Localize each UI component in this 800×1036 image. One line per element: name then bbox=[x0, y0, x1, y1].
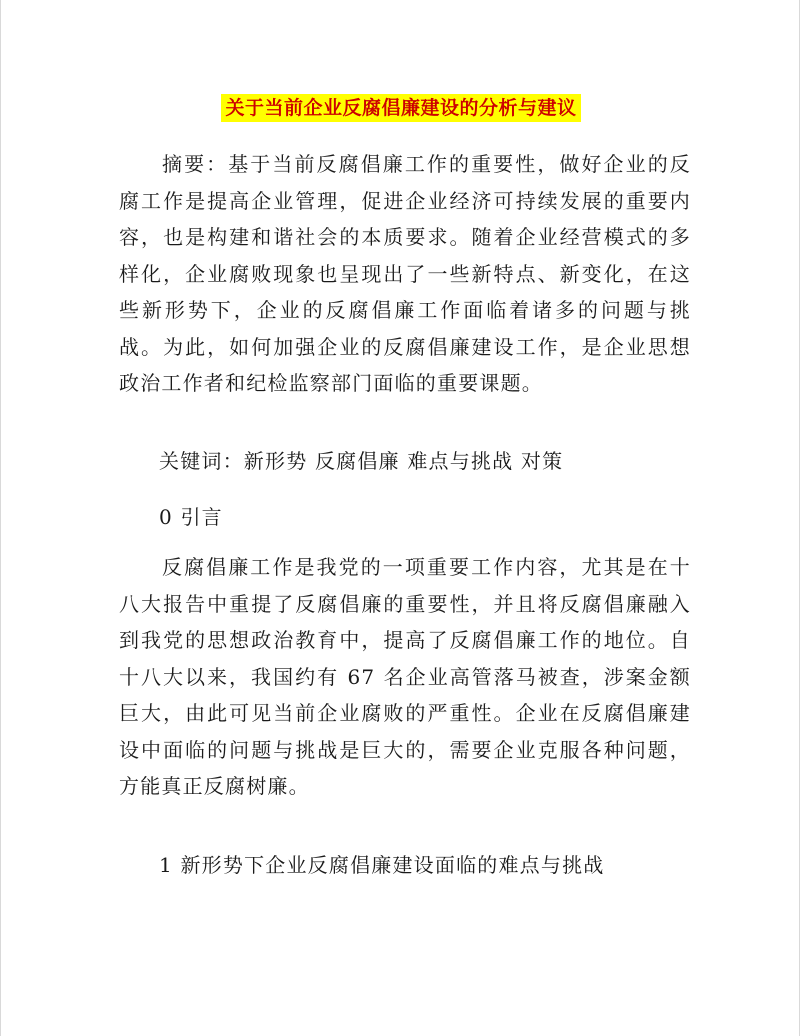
section-0-body: 反腐倡廉工作是我党的一项重要工作内容，尤其是在十八大报告中重提了反腐倡廉的重要性，并且将反腐倡廉融入到我党的思想政治教育中，提高了反腐倡廉工作的地位。自十八大以来，我国约有 67 名企业高管落马被查，涉案金额巨大，由此可见当前企业腐败的严重性。企业在反腐倡廉建设中面临的问题与挑战是巨大的，需要企业克服各种问题，方能真正反腐树廉。 bbox=[119, 555, 691, 798]
abstract-paragraph: 摘要：基于当前反腐倡廉工作的重要性，做好企业的反腐工作是提高企业管理，促进企业经济可持续发展的重要内容，也是构建和谐社会的本质要求。随着企业经营模式的多样化，企业腐败现象也呈现出了一些新特点、新变化，在这些新形势下，企业的反腐倡廉工作面临着诸多的问题与挑战。为此，如何加强企业的反腐倡廉建设工作，是企业思想政治工作者和纪检监察部门面临的重要课题。 bbox=[119, 152, 691, 395]
section-0-heading: 0 引言 bbox=[159, 505, 223, 529]
title-container bbox=[1, 94, 800, 122]
section-1-heading: 1 新形势下企业反腐倡廉建设面临的难点与挑战 bbox=[159, 853, 605, 877]
document-title: 关于当前企业反腐倡廉建设的分析与建议 bbox=[221, 94, 580, 122]
keywords-line: 关键词：新形势 反腐倡廉 难点与挑战 对策 bbox=[159, 449, 564, 473]
